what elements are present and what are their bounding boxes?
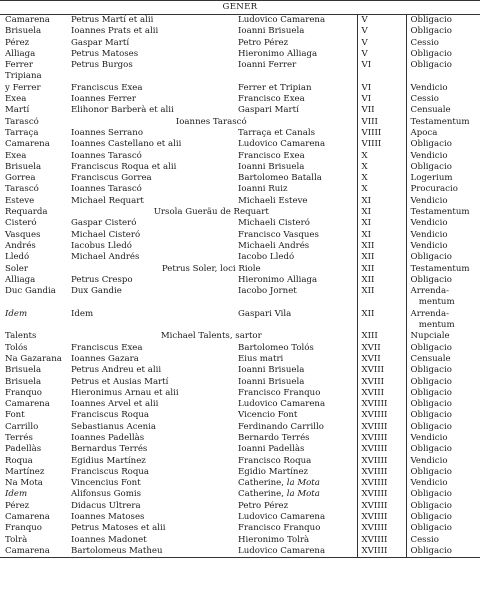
table-row <box>0 456 480 467</box>
document-type-cell: Obligacio <box>406 523 480 534</box>
family-name-cell: Martí <box>5 105 30 116</box>
document-type-cell: Logerium <box>406 173 480 184</box>
document-type-cell: Testamentum <box>406 207 480 218</box>
table-row <box>0 252 480 263</box>
family-name-cell: Pérez <box>5 500 30 511</box>
table-row <box>0 207 480 218</box>
folio-number-cell: VI <box>357 60 406 71</box>
recipient-cell: Egidio Martínez <box>238 466 309 477</box>
recipient-cell: Francisco Vasques <box>238 229 319 240</box>
document-type-cell: Procuracio <box>406 184 480 195</box>
grantor-cell: Ioannes Serrano <box>71 127 144 138</box>
family-name-cell: Camarena <box>5 512 50 523</box>
recipient-cell: Ferdinando Carrillo <box>238 421 324 432</box>
folio-number-cell: XVIIII <box>357 501 406 512</box>
folio-number-cell <box>357 297 406 308</box>
family-name-cell: Brisuela <box>5 161 42 172</box>
family-name-cell: Idem <box>5 308 28 319</box>
document-type-cell: Nupciale <box>406 331 480 342</box>
table-row <box>0 162 480 173</box>
document-type-cell: Obligacio <box>406 377 480 388</box>
recipient-cell: Francisco Roqua <box>238 455 312 466</box>
folio-number-cell: XVIIII <box>357 523 406 534</box>
table-row <box>0 331 480 342</box>
folio-number-cell: VI <box>357 94 406 105</box>
folio-number-cell: XVIIII <box>357 422 406 433</box>
family-name-cell: Exea <box>5 94 27 105</box>
document-type-cell: Obligacio <box>406 546 480 558</box>
recipient-cell: Bartolomeo Batalla <box>238 173 322 184</box>
recipient-cell: Petro Pérez <box>238 500 289 511</box>
family-name-cell: Font <box>5 410 25 421</box>
recipient-cell: Gaspari Vila <box>238 308 292 319</box>
recipient-cell: Ludovico Camarena <box>233 546 357 558</box>
document-type-cell: mentum <box>406 320 480 331</box>
family-name-cell <box>0 297 66 308</box>
table-header: GENER <box>0 0 480 15</box>
folio-number-cell: XVIII <box>357 377 406 388</box>
table-row <box>0 241 480 252</box>
family-name-cell <box>0 320 66 331</box>
table-row <box>0 297 480 308</box>
party-span-cell: Michael Talents, sartor <box>160 331 262 342</box>
grantor-cell <box>66 320 233 331</box>
recipient-cell: Ludovico Camarena <box>238 15 326 25</box>
document-type-cell: Vendicio <box>406 83 480 94</box>
recipient-cell: Iacobo Jornet <box>238 286 297 297</box>
document-type-cell: Obligacio <box>406 139 480 150</box>
folio-number-cell: XVIIII <box>357 512 406 523</box>
table-row <box>0 151 480 162</box>
document-type-cell: Vendicio <box>406 218 480 229</box>
document-type-cell: Obligacio <box>406 49 480 60</box>
document-type-cell: Vendicio <box>406 433 480 444</box>
folio-number-cell: XIII <box>357 331 406 342</box>
party-span-cell: Petrus Soler, loci Riole <box>161 263 261 274</box>
recipient-cell: Michaeli Andrés <box>238 240 310 251</box>
grantor-cell: Petrus Martí et alii <box>71 15 154 25</box>
recipient-cell: Ioanni Ruiz <box>238 184 288 195</box>
italic-note: la Mota <box>286 489 320 500</box>
table-row <box>0 354 480 365</box>
table-row <box>0 60 480 71</box>
family-name-cell: Cisteró <box>5 218 37 229</box>
table-row <box>0 489 480 500</box>
document-type-cell: Vendicio <box>406 230 480 241</box>
family-name-cell: Exea <box>5 150 27 161</box>
family-name-cell: Andrés <box>5 240 36 251</box>
folio-number-cell: XII <box>357 241 406 252</box>
grantor-cell: Michael Andrés <box>71 252 140 263</box>
folio-number-cell: XVIIII <box>357 546 406 558</box>
folio-number-cell: XI <box>357 218 406 229</box>
recipient-cell: Petro Pérez <box>238 37 289 48</box>
family-name-cell: Talents <box>5 331 37 342</box>
recipient-cell: Ludovico Camarena <box>238 512 326 523</box>
recipient-cell: Ioanni Brisuela <box>238 365 305 376</box>
folio-number-cell: V <box>357 38 406 49</box>
table-row <box>0 535 480 546</box>
grantor-cell: Petrus Crespo <box>71 274 133 285</box>
folio-number-cell: XI <box>357 207 406 218</box>
family-name-cell: Tarascó <box>5 116 39 127</box>
folio-number-cell: XII <box>357 252 406 263</box>
table-row <box>0 478 480 489</box>
family-name-cell: Duc Gandia <box>5 286 56 297</box>
folio-number-cell: VI <box>357 83 406 94</box>
table-row <box>0 286 480 297</box>
family-name-cell: Soler <box>5 263 29 274</box>
grantor-cell: Idem <box>71 308 94 319</box>
grantor-cell: Ioannes Tarascó <box>71 184 142 195</box>
recipient-cell <box>233 71 357 82</box>
family-name-cell: Lledó <box>5 252 30 263</box>
document-type-cell: Cessio <box>406 38 480 49</box>
table-row <box>0 128 480 139</box>
folio-number-cell: XVIIII <box>357 410 406 421</box>
recipient-cell <box>233 320 357 331</box>
table-row <box>0 26 480 37</box>
grantor-cell <box>66 297 233 308</box>
folio-number-cell: X <box>357 173 406 184</box>
family-name-cell: Tarraça <box>5 127 39 138</box>
document-type-cell: Obligacio <box>406 501 480 512</box>
document-type-cell: mentum <box>406 297 480 308</box>
document-type-cell: Vendicio <box>406 456 480 467</box>
table-row <box>0 230 480 241</box>
folio-number-cell: V <box>357 15 406 26</box>
recipient-cell: Bernardo Terrés <box>238 432 310 443</box>
document-type-cell: Obligacio <box>406 60 480 71</box>
document-type-cell: Vendicio <box>406 478 480 489</box>
family-name-cell: Franquo <box>5 523 42 534</box>
grantor-cell: Iacobus Lledó <box>71 240 132 251</box>
recipient-cell: Francisco Franquo <box>238 523 321 534</box>
family-name-cell: Tripiana <box>5 71 42 82</box>
table-row <box>0 444 480 455</box>
document-type-cell: Cessio <box>406 94 480 105</box>
register-table <box>0 15 480 558</box>
party-span-cell: Ioannes Tarascó <box>175 116 247 127</box>
folio-number-cell: V <box>357 26 406 37</box>
family-name-cell: Esteve <box>5 195 35 206</box>
table-row <box>0 15 480 26</box>
table-row <box>0 94 480 105</box>
recipient-cell: Hieronimo Alliaga <box>238 274 318 285</box>
document-type-cell: Vendicio <box>406 241 480 252</box>
table-row <box>0 218 480 229</box>
family-name-cell: Na Gazarana <box>5 353 62 364</box>
table-row <box>0 388 480 399</box>
folio-number-cell: XII <box>357 264 406 275</box>
document-type-cell: Obligacio <box>406 388 480 399</box>
recipient-cell: Catherine, la Mota <box>238 478 320 489</box>
grantor-cell: Michael Cisteró <box>71 229 141 240</box>
family-name-cell: Pérez <box>5 37 30 48</box>
table-row <box>0 433 480 444</box>
grantor-cell: Franciscus Roqua <box>71 410 149 421</box>
family-name-cell: Alliaga <box>5 274 36 285</box>
family-name-cell: Camarena <box>0 546 66 558</box>
folio-number-cell: XVIIII <box>357 444 406 455</box>
grantor-cell: Franciscus Exea <box>71 342 143 353</box>
recipient-cell: Bartolomeo Tolós <box>238 342 314 353</box>
family-name-cell: Martínez <box>5 466 45 477</box>
folio-number-cell: X <box>357 184 406 195</box>
table-row <box>0 343 480 354</box>
table-row <box>0 546 480 558</box>
folio-number-cell: VIIII <box>357 128 406 139</box>
family-name-cell: Camarena <box>5 139 50 150</box>
grantor-cell: Hieronimus Arnau et alii <box>71 387 179 398</box>
family-name-cell: Brisuela <box>5 365 42 376</box>
folio-number-cell: XVIIII <box>357 456 406 467</box>
grantor-cell: Gaspar Cisteró <box>71 218 137 229</box>
table-row <box>0 399 480 410</box>
party-span-cell: Ursola Gueräu de Requart <box>153 207 269 218</box>
grantor-cell: Didacus Ultrera <box>71 500 141 511</box>
folio-number-cell: XI <box>357 196 406 207</box>
recipient-cell: Ioanni Brisuela <box>238 26 305 37</box>
family-name-cell: Alliaga <box>5 48 36 59</box>
table-row <box>0 173 480 184</box>
grantor-cell: Sebastianus Acenia <box>71 421 157 432</box>
grantor-cell <box>66 71 233 82</box>
recipient-cell: Ioanni Brisuela <box>238 161 305 172</box>
document-type-cell: Obligacio <box>406 444 480 455</box>
folio-number-cell: XVIIII <box>357 535 406 546</box>
grantor-cell: Ioannes Ferrer <box>71 94 136 105</box>
grantor-cell: Bernardus Terrés <box>71 444 148 455</box>
document-type-cell: Obligacio <box>406 365 480 376</box>
grantor-cell: Ioannes Arvel et alii <box>71 399 159 410</box>
grantor-cell: Franciscus Roqua <box>71 466 149 477</box>
grantor-cell: Ioannes Padellàs <box>71 432 145 443</box>
family-name-cell: Franquo <box>5 387 42 398</box>
folio-number-cell: XVIIII <box>357 467 406 478</box>
family-name-cell: Gorrea <box>5 173 36 184</box>
document-type-cell: Vendicio <box>406 151 480 162</box>
grantor-cell: Elihonor Barberà et alii <box>71 105 174 116</box>
folio-number-cell: XVIII <box>357 365 406 376</box>
document-type-cell: Arrenda- <box>406 286 480 297</box>
grantor-cell: Ioannes Prats et alii <box>71 26 159 37</box>
grantor-cell: Franciscus Gorrea <box>71 173 152 184</box>
folio-number-cell: XVIIII <box>357 478 406 489</box>
document-type-cell: Obligacio <box>406 422 480 433</box>
grantor-cell: Petrus Matoses et alii <box>71 523 166 534</box>
folio-number-cell: VIII <box>357 117 406 128</box>
family-name-cell: Requarda <box>5 207 48 218</box>
family-name-cell: Idem <box>5 489 28 500</box>
document-type-cell: Testamentum <box>406 264 480 275</box>
folio-number-cell: XII <box>357 309 406 320</box>
table-row <box>0 184 480 195</box>
recipient-cell: Tarraça et Canals <box>238 127 315 138</box>
grantor-cell: Petrus Matoses <box>71 48 139 59</box>
recipient-cell: Ferrer et Tripian <box>238 82 312 93</box>
grantor-cell: Vincencius Font <box>71 478 141 489</box>
document-type-cell: Obligacio <box>406 26 480 37</box>
recipient-cell: Michaeli Esteve <box>238 195 308 206</box>
table-row <box>0 71 480 82</box>
table-row <box>0 422 480 433</box>
document-type-cell: Obligacio <box>406 343 480 354</box>
folio-number-cell: XVII <box>357 354 406 365</box>
document-type-cell: Apoca <box>406 128 480 139</box>
table-row <box>0 320 480 331</box>
recipient-cell: Michaeli Cisteró <box>238 218 310 229</box>
document-type-cell: Cessio <box>406 535 480 546</box>
document-type-cell: Vendicio <box>406 196 480 207</box>
table-row <box>0 49 480 60</box>
folio-number-cell <box>357 320 406 331</box>
family-name-cell: Tolrà <box>5 534 28 545</box>
table-row <box>0 501 480 512</box>
folio-number-cell: XII <box>357 286 406 297</box>
recipient-cell: Catherine, la Mota <box>238 489 320 500</box>
family-name-cell: Vasques <box>5 229 41 240</box>
table-row <box>0 275 480 286</box>
folio-number-cell: VIIII <box>357 139 406 150</box>
recipient-cell: Francisco Exea <box>238 150 305 161</box>
document-type-cell: Testamentum <box>406 117 480 128</box>
family-name-cell: Camarena <box>5 15 50 25</box>
recipient-cell: Eius matri <box>238 353 284 364</box>
document-type-cell: Obligacio <box>406 489 480 500</box>
recipient-cell: Hieronimo Alliaga <box>238 48 318 59</box>
table-row <box>0 196 480 207</box>
document-type-cell: Censuale <box>406 354 480 365</box>
recipient-cell: Ludovico Camarena <box>238 139 326 150</box>
family-name-cell: Brisuela <box>5 376 42 387</box>
grantor-cell: Ioannes Castellano et alii <box>71 139 182 150</box>
italic-note: la Mota <box>286 478 320 489</box>
family-name-cell: y Ferrer <box>5 82 41 93</box>
family-name-cell: Tarascó <box>5 184 39 195</box>
folio-number-cell: XVII <box>357 343 406 354</box>
grantor-cell: Alifonsus Gomis <box>71 489 142 500</box>
document-type-cell: Obligacio <box>406 467 480 478</box>
grantor-cell: Ioannes Gazara <box>71 353 139 364</box>
document-type-cell <box>406 71 480 82</box>
document-type-cell: Obligacio <box>406 252 480 263</box>
table-row <box>0 309 480 320</box>
family-name-cell: Tolós <box>5 342 28 353</box>
document-type-cell: Obligacio <box>406 410 480 421</box>
grantor-cell: Michael Requart <box>71 195 144 206</box>
table-row <box>0 139 480 150</box>
grantor-cell: Gaspar Martí <box>71 37 130 48</box>
folio-number-cell: V <box>357 49 406 60</box>
recipient-cell: Vicencio Font <box>238 410 298 421</box>
family-name-cell: Terrés <box>5 432 33 443</box>
family-name-cell: Ferrer <box>5 60 33 71</box>
table-row <box>0 264 480 275</box>
folio-number-cell: X <box>357 151 406 162</box>
family-name-cell: Brisuela <box>5 26 42 37</box>
recipient-cell: Iacobo Lledó <box>238 252 295 263</box>
recipient-cell: Francisco Exea <box>238 94 305 105</box>
table-row <box>0 523 480 534</box>
table-row <box>0 105 480 116</box>
folio-number-cell: VII <box>357 105 406 116</box>
table-row <box>0 38 480 49</box>
family-name-cell: Carrillo <box>5 421 39 432</box>
folio-number-cell: XVIIII <box>357 489 406 500</box>
grantor-cell: Petrus et Ausias Martí <box>71 376 169 387</box>
grantor-cell: Franciscus Exea <box>71 82 143 93</box>
recipient-cell <box>233 297 357 308</box>
recipient-cell: Ludovico Camarena <box>238 399 326 410</box>
folio-number-cell: X <box>357 162 406 173</box>
grantor-cell: Dux Gandie <box>71 286 122 297</box>
folio-number-cell <box>357 71 406 82</box>
recipient-cell: Ioanni Brisuela <box>238 376 305 387</box>
recipient-cell: Hieronimo Tolrà <box>238 534 310 545</box>
document-type-cell: Obligacio <box>406 15 480 26</box>
table-row <box>0 117 480 128</box>
recipient-cell: Ioanni Ferrer <box>238 60 297 71</box>
folio-number-cell: XVIIII <box>357 433 406 444</box>
document-type-cell: Censuale <box>406 105 480 116</box>
document-type-cell: Obligacio <box>406 399 480 410</box>
grantor-cell: Franciscus Roqua et alii <box>71 161 177 172</box>
family-name-cell: Na Mota <box>5 478 43 489</box>
recipient-cell: Francisco Franquo <box>238 387 321 398</box>
document-type-cell: Obligacio <box>406 512 480 523</box>
family-name-cell: Roqua <box>5 455 33 466</box>
grantor-cell: Petrus Andreu et alii <box>71 365 162 376</box>
table-row <box>0 467 480 478</box>
folio-number-cell: XVIIII <box>357 399 406 410</box>
table-row <box>0 365 480 376</box>
document-type-cell: Obligacio <box>406 162 480 173</box>
grantor-cell: Ioannes Madonet <box>71 534 147 545</box>
grantor-cell: Petrus Burgos <box>71 60 133 71</box>
family-name-cell: Camarena <box>5 399 50 410</box>
grantor-cell: Ioannes Tarascó <box>71 150 142 161</box>
folio-number-cell: XI <box>357 230 406 241</box>
table-row <box>0 410 480 421</box>
document-type-cell: Obligacio <box>406 275 480 286</box>
folio-number-cell: XVIII <box>357 388 406 399</box>
document-type-cell: Arrenda- <box>406 309 480 320</box>
folio-number-cell: XII <box>357 275 406 286</box>
recipient-cell: Ioanni Padellàs <box>238 444 305 455</box>
grantor-cell: Ioannes Matoses <box>71 512 145 523</box>
table-row <box>0 377 480 388</box>
table-row <box>0 83 480 94</box>
grantor-cell: Bartolomeus Matheu <box>66 546 233 558</box>
table-row <box>0 512 480 523</box>
grantor-cell: Egidius Martínez <box>71 455 146 466</box>
recipient-cell: Gaspari Martí <box>238 105 299 116</box>
family-name-cell: Padellàs <box>5 444 42 455</box>
